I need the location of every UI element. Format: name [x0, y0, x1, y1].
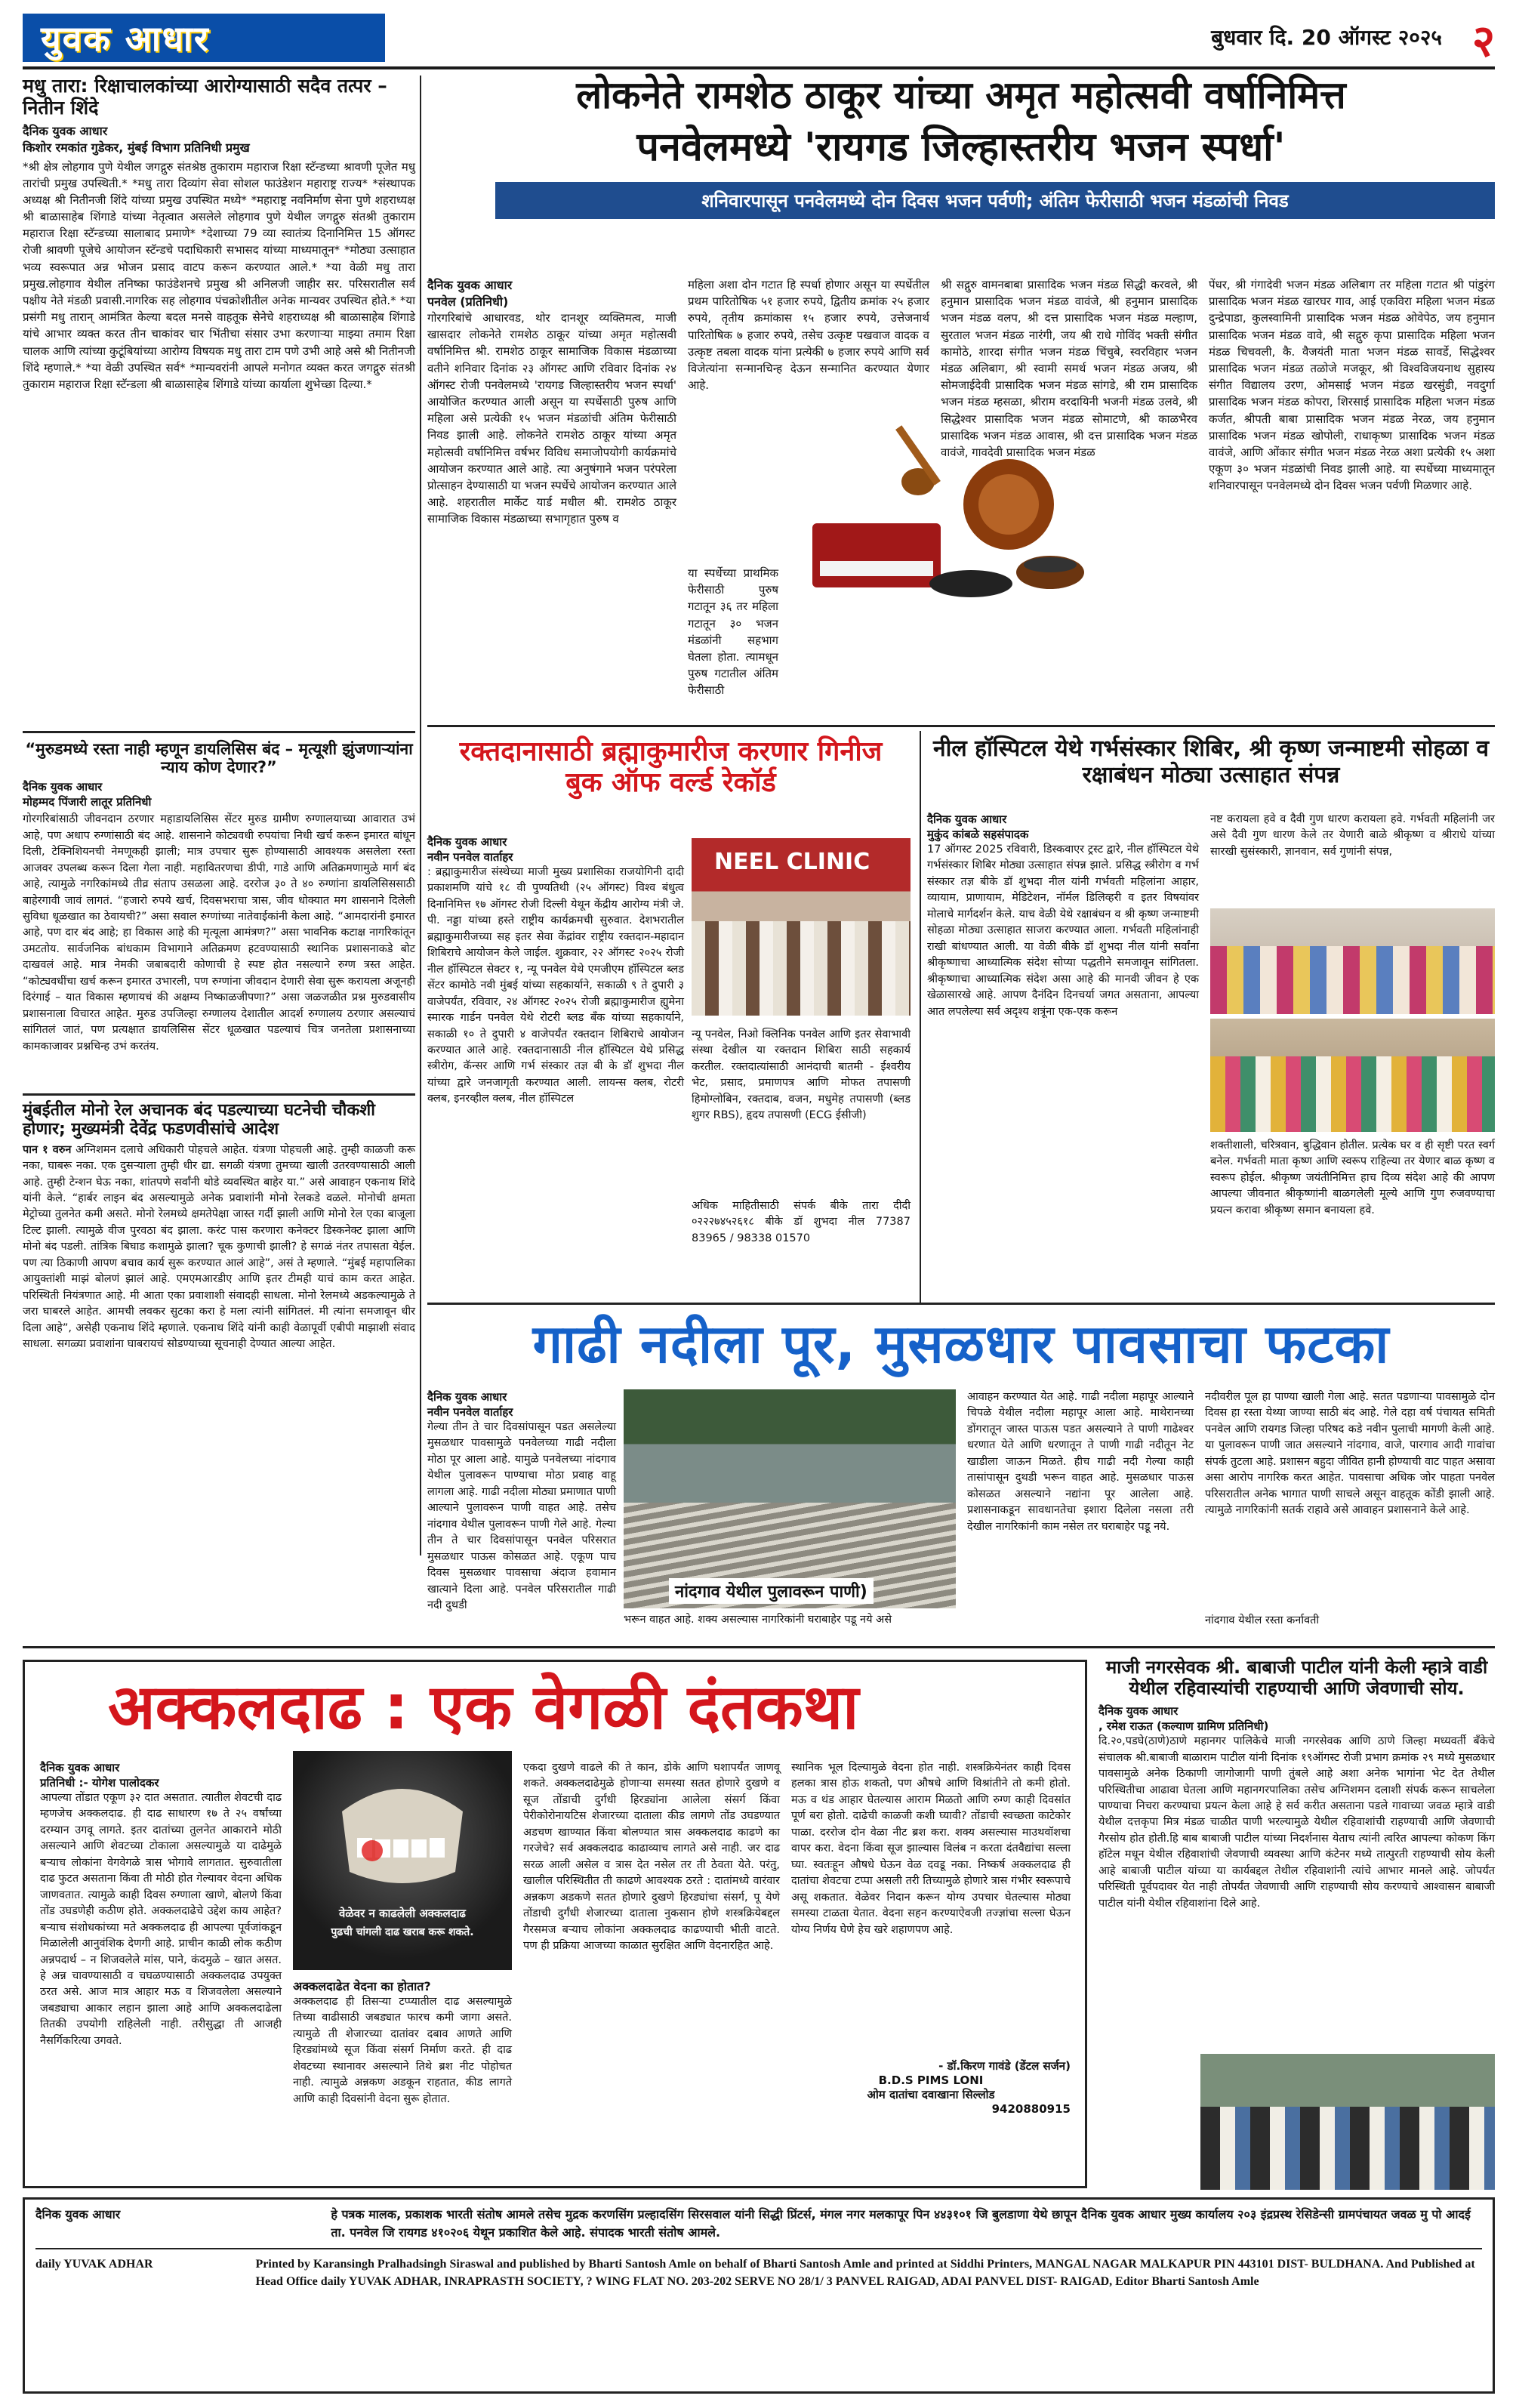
dialysis-byline: दैनिक युवक आधार	[23, 780, 103, 794]
neel-reporter: मुकुंद कांबळे सहसंपादक	[927, 828, 1029, 841]
mono-text: अग्निशमन दलाचे अधिकारी पोहचले आहेत. यंत्रणा पोहचली आहे. तुम्ही काळजी करू नका, घाबरू नका. एक दुसऱ्याला तुम्ही धीर द्या. सगळी यंत्रणा तुमच्या खाली उतरवण्यासाठी आली आहे. तुम्ही टेन्शन घेऊ नका, शांतपणे सर्वांनी थोडे व्यवस्थित बाहेर या.” असे आवाहन एकनाथ शिंदे यांनी केले. “हार्बर लाइन बंद असल्यामुळे अनेक प्रवाशांनी मोनो रेलकडे वळले. मोनोची क्षमता मेट्रोच्या तुलनेत कमी असते. मोनो रेलमध्ये क्षमतेपेक्षा जास्त गर्दी झाली आणि मोनो रेल एका बाजूला टिल्ट झाली. त्यामुळे वीज पुरवठा बंद झाला. करंट पास करणारा कनेक्टर डिस्कनेक्ट झाला आणि मोनो बंद पडली. तांत्रिक बिघाड कशामुळे झाला? चूक कुणाची झाली? हे सगळं नंतर तपासता येईल. पण त्या ठिकाणी आपण बचाव कार्य सुरू करण्यात आलं आहे”, असं ते म्हणाले. “मुंबई महापालिका आयुक्तांशी माझं बोलणं झालं आहे. एमएमआरडीए आणि इतर टीमही याचं काम करत आहेत. परिस्थिती नियंत्रणात आहे. मी आता एका प्रवाशाशी संवादही साधला. मोनो रेलमध्ये अडकल्यामुळे ते जरा घाबरले आहेत. आमची लवकर सुटका करा हे मला त्यांनी सांगितलं. मी त्यांना समजावून धीर दिला आहे”, असेही एकनाथ शिंदे म्हणाले. एकनाथ शिंदे यांनी काही वेळापूर्वी एबीपी माझाशी संवाद साधला. सगळ्या प्रवाशांना घाबरायचं सोडण्याच्या सूचनाही देण्यात आल्या आहेत.	[23, 1143, 415, 1351]
dialysis-headline: “मुरुडमध्ये रस्ता नाही म्हणून डायलिसिस बंद – मृत्यूशी झुंजणाऱ्यांना न्याय कोण देणार?”	[25, 740, 413, 777]
flood-story	[427, 1314, 1495, 1646]
masthead	[23, 14, 1495, 69]
left-story-body: *श्री क्षेत्र लोहगाव पुणे येथील जगद्गुरु संतश्रेष्ठ तुकाराम महाराज रिक्षा स्टॅन्डच्या श्रावणी पूजेत मधु तारांची प्रमुख उपस्थिती.* *मधु तारा दिव्यांग सेवा सोशल फाउंडेशन महाराष्ट्र राज्य* *संस्थापक अध्यक्ष श्री नितीनजी शिंदे यांच्या प्रमुख उपस्थित मध्ये* *महाराष्ट्र नवनिर्माण सेना पुणे शहराध्यक्ष श्री बाळासाहेब शिंगाडे यांच्या नेतृत्वात असलेले लोहगाव पुणे येथील जगद्गुरु संतश्री तुकाराम महाराज रिक्षा स्टॅन्डच्या सालाबाद प्रमाणे* *देशाच्या 79 व्या स्वातंत्र्य दिनानिमित्त 15 ऑगस्ट रोजी श्रावणी पूजेचे आयोजन स्टॅन्डचे पदाधिकारी सभासद यांच्या माध्यमातून* *मोठ्या उत्साहात भव्य स्वरूपात अन्न भोजन प्रसाद वाटप करून करण्यात आले.* *या वेळी मधु तारा प्रमुख.लोहगाव येथील तनिष्का फाउंडेशनचे प्रमुख श्री अनिलजी जाहीर सर. परिसरातील सर्व पक्षीय नेते मंडळी प्रवासी.नागरिक सह लोहगाव पंचक्रोशीतील अनेक मान्यवर उपस्थित होते.* *या प्रसंगी मधु तारान्‌ आमंत्रित केल्या बदल मनसे वाहतूक सेनेचे शहराध्यक्ष श्री बाळासाहेब शिंगाडे यांचे आभार व्यक्त करत तीन चाकांवर चार भिंतीचा संसार उभा करणाऱ्या माझ्या तमाम रिक्षा चालक आणि त्यांच्या कुटूंबियांच्या आरोग्य विषयक मधु तारा टाम पणे उभी आहे असे श्री नितीनजी शिंदे म्हणाले.* *या वेळी उपस्थित सर्व* *मान्यवरांनी आपले मनोगत व्यक्त करत जगद्गुरु संतश्री तुकाराम महाराज रिक्षा स्टॅन्डला श्री बाळासाहेब शिंगाडे यांच्या कार्याला शुभेच्छा दिल्या.*	[23, 159, 415, 391]
divider	[427, 725, 1495, 727]
bhajan-col-4: पेंधर, श्री गंगादेवी भजन मंडळ अलिबाग तर महिला गटात श्री पांडुरंग प्रासादिक भजन मंडळ खारघर गाव, आई एकविरा महिला भजन मंडळ दुन्द्रेपाडा, कुलस्वामिनी प्रासादिक भजन मंडळ ओवेपेठ, जय हनुमान प्रासादिक भजन मंडळ वावे, श्री सद्गुरु कृपा प्रासादिक महिला भजन मंडळ चिचवली, कै. वैजयंती माता भजन मंडळ सावर्डे, सिद्धेश्वर प्रासादिक भजन मंडळ तळोजे मजकूर, श्री विश्वविजयनाथ सुहास्य संगीत विद्यालय उरण, ओमसाई भजन मंडळ खरसुंडी, नवदुर्गा प्रासादिक भजन मंडळ कोपरा, शिरसाई प्रासादिक महिला भजन मंडळ कर्जत, श्रीपती बाबा प्रासादिक भजन मंडळ नेरळ, जय हनुमान प्रासादिक भजन मंडळ खोपोली, राधाकृष्ण प्रासादिक भजन मंडळ वावंजे, आणि ओंकार संगीत भजन मंडळ नेरळ अशा प्रत्येकी १५ अशा एकूण ३० भजन मंडळांची निवड झाली आहे. या स्पर्धेच्या माध्यमातून शनिवारपासून पनवेलमध्ये दोन दिवस भजन पर्वणी मिळणार आहे.	[1209, 278, 1495, 493]
tooth-phone: 9420880915	[991, 2102, 1071, 2116]
left-story-reporter: किशोर रमकांत गुडेकर, मुंबई विभाग प्रतिनिधी प्रमुख	[23, 140, 250, 155]
column-divider	[420, 76, 421, 1555]
blood-col-1: : ब्रह्माकुमारीज संस्थेच्या माजी मुख्य प्रशासिका राजयोगिनी दादी प्रकाशमणि यांचे १८ वी पुण्यतिथी (२५ ऑगस्ट) विश्व बंधुत्व दिनानिमित्त १७ ऑगस्ट रोजी दिल्ली येथून केंद्रीय आरोग्य मंत्री जे. पी. नड्डा यांच्या हस्ते राष्ट्रीय कार्यक्रमची सुरुवात. देशभरातील ब्रह्माकुमारीजच्या सह इतर सेवा केंद्रांवर राष्ट्रीय रक्तदान-महादान शिबिराचे आयोजन केले जाईल. शुक्रवार, २२ ऑगस्ट २०२५ रोजी नील हॉस्पिटल सेक्टर १, न्यू पनवेल येथे एमजीएम हॉस्पिटल ब्लड सेंटर कामोठे नवी मुंबई यांच्या सहकार्याने, सकाळी ९ ते दुपारी ३ वाजेपर्यंत, रविवार, २४ ऑगस्ट २०२५ रोजी ब्रह्माकुमारीज ह्युमेना स्मारक गार्डन पनवेल येथे रोटरी ब्लड बँक यांच्या सहकार्याने, सकाळी १० ते दुपारी ४ वाजेपर्यंत रक्तदान शिबिराचे आयोजन करण्यात आले आहे. रक्तदानासाठी नील हॉस्पिटल येथे प्रसिद्ध स्त्रीरोग, कॅन्सर आणि गर्भ संस्कार तज्ञ बी के डॉ शुभदा नील यांच्या द्वारे जनजागृती करण्यात आली. लायन्स क्लब, रोटरी क्लब, इनरव्हील क्लब, नील हॉस्पिटल	[427, 866, 684, 1105]
neel-col-1: 17 ऑगस्ट 2025 रविवारी, डिस्कवाएर ट्रस्ट द्वारे, नील हॉस्पिटल येथे गर्भसंस्कार शिबिर मोठ्या उत्साहात संपन्न झाले. प्रसिद्ध स्त्रीरोग व गर्भ संस्कार तज्ञ बीके डॉ शुभदा नील यांनी गर्भवती महिलांना आहार, व्यायाम, प्राणायाम, मेडिटेशन, नॉर्मल डिलिव्हरी व इतर विषयांवर मोलाचे मार्गदर्शन केले. याच वेळी येथे रक्षाबंधन व श्री कृष्ण जन्माष्टमी सोहळा मोठ्या उत्साहात साजरा करण्यात आला. गर्भवती महिलांनाही राखी बांधण्यात आली. या वेळी बीके डॉ शुभदा नील यांनी सर्वांना श्रीकृष्णाचा आध्यात्मिक संदेश सोप्या पद्धतीने समजावून सांगितला. श्रीकृष्णाचा आध्यात्मिक संदेश असा आहे की मानवी जीवन हे एक खेळासारखे आहे. आपण दैनंदिन दिनचर्या जगत असताना, आपल्या आत लपलेल्या सर्व अदृश्य शत्रूंना एक-एक करून	[927, 843, 1199, 1018]
flood-bottom-line: भरून वाहत आहे. शक्य असल्यास नागरिकांनी घराबाहेर पडू नये असे	[624, 1614, 892, 1626]
tooth-subhead: अक्कलदाढेत वेदना का होतात?	[293, 1979, 431, 1993]
tooth-clinic-2: ओम दातांचा दवाखाना सिल्लोड	[867, 2088, 995, 2101]
tooth-headline: अक्कलदाढ : एक वेगळी दंतकथा	[108, 1672, 859, 1744]
blood-reporter: नवीन पनवेल वार्ताहर	[427, 850, 513, 864]
footer-label-en: daily YUVAK ADHAR	[35, 2258, 153, 2271]
bhajan-subhead: शनिवारपासून पनवेलमध्ये दोन दिवस भजन पर्वणी; अंतिम फेरीसाठी भजन मंडळांची निवड	[495, 182, 1495, 219]
bhajan-col-3: श्री सद्गुरु वामनबाबा प्रासादिक भजन मंडळ सिद्धी करवले, श्री हनुमान प्रासादिक भजन मंडळ वावंजे, श्री हनुमान प्रासादिक भजन मंडळ वलप, श्री दत्त प्रासादिक भजन मंडळ मल्हाण, सुरताल भजन मंडळ नारंगी, जय श्री राधे गोविंद भक्ती संगीत कामोठे, शारदा संगीत भजन मंडळ चिंचुबे, स्वरविहार भजन मंडळ अलिबाग, श्री स्वामी समर्थ भजन मंडळ अजय, श्री सोमजाईदेवी प्रासादिक भजन मंडळ सांगडे, श्री राम प्रासादिक भजन मंडळ म्हसळा, श्रीराम वरदायिनी भजनी मंडळ उलवे, श्री सिद्धेश्वर प्रासादिक भजन मंडळ सोमाटणे, श्री काळभैरव प्रासादिक भजन मंडळ आवास, श्री दत्त प्रासादिक भजन मंडळ वावंजे, गावदेवी प्रासादिक भजन मंडळ	[941, 278, 1197, 459]
blood-contact: अधिक माहितीसाठी संपर्क बीके तारा दीदी ०२२२७४५२६१८ बीके डॉ शुभदा नील 77387 83965 / 98338 01570	[692, 1200, 911, 1244]
neel-photo-2	[1210, 1019, 1495, 1132]
blood-col-2: न्यू पनवेल, निओ क्लिनिक पनवेल आणि इतर सेवाभावी संस्था देखील या रक्तदान शिबिरा साठी सहकार्य करतील. रक्तदात्यांसाठी आनंदाची बातमी - ईश्वरीय भेट, प्रसाद, प्रमाणपत्र आणि मोफत तपासणी हिमोग्लोबिन, रक्तदाब, वजन, मधुमेह तपासणी (ब्लड शुगर RBS), हृदय तपासणी (ECG ईसीजी)	[692, 1028, 911, 1122]
page-number: २	[1471, 15, 1495, 66]
tooth-clinic-1: B.D.S PIMS LONI	[878, 2073, 984, 2087]
divider	[23, 1646, 1495, 1648]
patil-headline: माजी नगरसेवक श्री. बाबाजी पाटील यांनी केली म्हात्रे वाडी येथील रहिवास्यांची राहण्याची आणि जेवणाची सोय.	[1105, 1657, 1488, 1699]
tooth-reporter: प्रतिनिधी :- योगेश पालोदकर	[40, 1776, 159, 1790]
patil-reporter: , रमेश राऊत (कल्याण ग्रामिण प्रतिनिधी)	[1098, 1719, 1269, 1734]
divider	[427, 1303, 1495, 1305]
flood-bottom-right: नांदगाव येथील रस्ता कर्नावती	[1205, 1614, 1320, 1626]
footer-label-mr: दैनिक युवक आधार	[35, 2207, 121, 2221]
tooth-col-1: आपल्या तोंडात एकूण ३२ दात असतात. त्यातील शेवटची दाढ म्हणजेच अक्कलदाढ. ही दाढ साधारण १७ ते २५ वर्षांच्या दरम्यान उगवू लागते. इतर दातांच्या तुलनेत आकाराने मोठी असल्याने आणि शेवटच्या टोकाला असल्यामुळे या दाढेमुळे बऱ्याच लोकांना वेगवेगळे त्रास भोगावे लागतात. सुरुवातीला दाढ फुटत असताना किंवा ती मोठी होत गेल्यावर वेदना अधिक जाणवतात. त्यामुळे काही दिवस रुग्णाला खाणे, बोलणे किंवा तोंड उघडणेही कठीण होते. अक्कलदाढेचे उद्देश काय आहेत? बऱ्याच संशोधकांच्या मते अक्कलदाढ ही आपल्या पूर्वजांकडून मिळालेली आनुवंशिक देणगी आहे. प्राचीन काळी लोक कठीण अन्नपदार्थ – न शिजवलेले मांस, पाने, कंदमुळे – खात असत. हे अन्न चावण्यासाठी व चघळण्यासाठी अक्कलदाढ उपयुक्त ठरत असे. आज मात्र आहार मऊ व शिजवलेला असल्याने जबड्याचा आकार लहान झाला आहे आणि अक्कलदाढेला तितकी उपयोगी राहिलेली नाही. तरीसुद्धा ती आजही नैसर्गिकरित्या उगवते.	[40, 1792, 282, 2047]
harmonium-icon	[812, 523, 941, 587]
dialysis-story	[23, 740, 415, 1087]
patil-story	[1098, 1657, 1495, 2194]
mono-story	[23, 1101, 415, 1554]
blood-headline: रक्तदानासाठी ब्रह्माकुमारीज करणार गिनीज बुक ऑफ वर्ल्ड रेकॉर्ड	[459, 736, 883, 799]
left-story-byline: दैनिक युवक आधार	[23, 123, 108, 138]
footer-text-mr: हे पत्रक मालक, प्रकाशक भारती संतोष आमले तसेच मुद्रक करणसिंग प्रल्हादसिंग सिरसवाल यांनी सिद्धी प्रिंटर्स, मंगल नगर मलकापूर पिन ४४३१०१ जि बुलडाणा येथे छापून दैनिक युवक आधार मुख्य कार्यालय २०३ इंद्रप्रस्थ रेसिडेन्सी ग्रामपंचायत जवळ मु पो आदई ता. पनवेल जि रायगड ४१०२०६ येथून प्रकाशित केले आहे. संपादक भारती संतोष आमले.	[331, 2207, 1471, 2240]
flood-col-3: नदीवरील पूल हा पाण्या खाली गेला आहे. सतत पडणाऱ्या पावसामुळे दोन दिवस हा रस्ता येथ्या जाण्या साठी बंद आहे. गेले दहा वर्ष पंचायत समिती पनवेल आणि रायगड जिल्हा परिषद कडे नवीन पुलाची मागणी केली आहे. या पुलावरून पाणी जात असल्याने नांदगाव, वाजे, पारगाव आदी गावांचा संपर्क तुटला आहे. प्रशासन बहुदा जीवित हानी होण्याची वाट पाहत असावा असा आरोप नागरिक करत आहेत. पावसाचा अधिक जोर पाहता पनवेल परिसरातील अनेक भागात पाणी साचले असून वाहतूक कोंडी झाली आहे. त्यामुळे नागरिकांनी सतर्क राहावे असे आवाहन प्रशासनाने केले आहे.	[1205, 1391, 1495, 1517]
bhajan-col-2a: महिला अशा दोन गटात हि स्पर्धा होणार असून या स्पर्धेतील प्रथम पारितोषिक ५१ हजार रुपये, द्वितीय क्रमांक २५ हजार रुपये, तृतीय क्रमांकास १५ हजार रुपये, उत्तेजनार्थ पारितोषिक ७ हजार रुपये, तसेच उत्कृष्ट पखवाज वादक व उत्कृष्ट तबला वादक यांना प्रत्येकी ७ हजार रुपये आणि सर्व विजेत्यांना सन्मानचिन्ह देऊन सन्मानित करण्यात येणार आहे.	[688, 278, 929, 393]
divider	[23, 1093, 415, 1096]
tooth-image-subtitle: पुढची चांगली दाढ खराब करू शकते.	[331, 1926, 474, 1938]
bhajan-story	[427, 74, 1495, 731]
clinic-sign: NEEL CLINIC	[714, 849, 870, 875]
flood-reporter: नवीन पनवेल वार्ताहर	[427, 1405, 513, 1419]
tooth-col-3: एकदा दुखणे वाढले की ते कान, डोके आणि घशापर्यंत जाणवू शकते. अक्कलदाढेमुळे होणाऱ्या समस्या सतत होणारे दुखणे व सूज तोंडाची दुर्गंधी हिरड्यांना आलेला संसर्ग किंवा पेरीकोरोनायटिस शेजारच्या दाताला कीड लागणे तोंड उघडण्यात अडचण खाण्यात किंवा बोलण्यात त्रास अक्कलदाढ काढणे का गरजेचे? सर्व अक्कलदाढ काढाव्याच लागते असे नाही. जर दाढ सरळ आली असेल व त्रास देत नसेल तर ती ठेवता येते. परंतु, खालील परिस्थितीत ती काढणे आवश्यक ठरते : दातांमध्ये वारंवार अन्नकण अडकणे सतत होणारे दुखणे हिरड्यांचा संसर्ग, पू येणे तोंडाची दुर्गंधी शेजारच्या दाताला नुकसान होणे शस्त्रक्रियेबद्दल गैरसमज बऱ्याच लोकांना अक्कलदाढ काढण्याची भीती वाटते. पण ही प्रक्रिया आजच्या काळात सुरक्षित आणि वेदनारहित आहे.	[523, 1762, 780, 1952]
neel-col-2a: नष्ट करायला हवे व दैवी गुण धारण करायला हवे. गर्भवती महिलांनी जर असे दैवी गुण धारण केले तर येणारी बाळे श्रीकृष्ण व श्रीराधे यांच्या सारखी सुसंस्कारी, ज्ञानवान, सर्व गुणांनी संपन्न,	[1210, 813, 1495, 858]
tooth-image-title: वेळेवर न काढलेली अक्कलदाढ	[339, 1907, 466, 1920]
left-story-headline: मधु तारा: रिक्षाचालकांच्या आरोग्यासाठी सदैव तत्पर – नितीन शिंदे	[23, 75, 387, 119]
divider	[23, 731, 415, 733]
tooth-col-4: स्थानिक भूल दिल्यामुळे वेदना होत नाही. शस्त्रक्रियेनंतर काही दिवस हलका त्रास होऊ शकतो, पण औषधे आणि विश्रांतीने तो कमी होतो. मऊ व थंड आहार घेतल्यास आराम मिळतो आणि रुग्ण काही दिवसांत पूर्ण बरा होतो. दाढेची काळजी कशी घ्यावी? तोंडाची स्वच्छता काटेकोर पाळा. दररोज दोन वेळा नीट ब्रश करा. शक्य असल्यास माउथवॉशचा वापर करा. वेदना किंवा सूज झाल्यास विलंब न करता दंतवैद्यांचा सल्ला घ्या. स्वतःहून औषधे घेऊन वेळ दवडू नका. निष्कर्ष अक्कलदाढ ही दातांचा शेवटचा टप्पा असली तरी तिच्यामुळे होणारे त्रास गंभीर स्वरूपाचे असू शकतात. वेळेवर निदान करून योग्य उपचार घेतल्यास मोठ्या समस्या टाळता येतात. वेदना सहन करण्याऐवजी तज्ज्ञांचा सल्ला घेऊन योग्य निर्णय घेणे हेच खरे शहाणपण आहे.	[791, 1762, 1071, 1936]
issue-date: बुधवार दि. 20 ऑगस्ट २०२५	[1211, 25, 1442, 50]
neel-story	[927, 736, 1495, 1310]
dialysis-reporter: मोहम्मद पिंजारी लातूर प्रतिनिधी	[23, 795, 152, 809]
left-story	[23, 76, 415, 725]
flood-col-1: गेल्या तीन ते चार दिवसांपासून पडत असलेल्या मुसळधार पावसामुळे पनवेलच्या गाढी नदीला मोठा पूर आला आहे. यामुळे पनवेलच्या नांदगाव येथील पुलावरून पाण्याचा मोठा प्रवाह वाहू लागला आहे. गाढी नदीला मोठ्या प्रमाणात पाणी आल्याने पुलावरून पाणी वाहत आहे. तसेच नांदगाव येथील पुलावरून पाणी गेले आहे. गेल्या तीन ते चार दिवसांपासून पनवेल परिसरात मुसळधार पाऊस कोसळत आहे. एकूण पाच दिवस मुसळधार पावसाचा अंदाज हवामान खात्याने दिला आहे. पनवेल परिसरातील गाढी नदी दुथडी	[427, 1421, 616, 1611]
bhajan-col-1: गोरगरिबांचे आधारवड, थोर दानशूर व्यक्तिमत्व, माजी खासदार लोकनेते रामशेठ ठाकूर यांच्या अमृत महोत्सवी वर्षानिमित्त श्री. रामशेठ ठाकूर सामाजिक विकास मंडळाच्या वतीने शनिवार दिनांक २३ ऑगस्ट आणि रविवार दिनांक २४ ऑगस्ट रोजी पनवेलमध्ये 'रायगड जिल्हास्तरीय भजन स्पर्धा' आयोजित करण्यात आली असून या स्पर्धेसाठी पुरुष आणि महिला असे प्रत्येकी १५ भजन मंडळांची अंतिम फेरीसाठी निवड झाली आहे. लोकनेते रामशेठ ठाकूर यांच्या अमृत महोत्सवी वर्षानिमित्त वर्षभर विविध समाजोपयोगी कार्यक्रमांचे आयोजन करण्यात आले आहे. त्या अनुषंगाने भजन परंपरेला प्रोत्साहन देण्यासाठी या भजन स्पर्धेचे आयोजन करण्यात आले आहे. शहरातील मार्केट यार्ड मधील श्री. रामशेठ ठाकूर सामाजिक विकास मंडळाच्या सभागृहात पुरुष व	[427, 311, 676, 526]
flood-photo	[624, 1389, 956, 1608]
pain-spot-icon	[362, 1840, 383, 1861]
bhajan-headline-1: लोकनेते रामशेठ ठाकूर यांच्या अमृत महोत्सवी वर्षानिमित्त	[576, 73, 1346, 117]
patil-byline: दैनिक युवक आधार	[1098, 1704, 1179, 1719]
newspaper-logo: युवक आधार	[23, 14, 385, 62]
dialysis-body: गोरगरिबांसाठी जीवनदान ठरणार महाडायलिसिस सेंटर मुरुड ग्रामीण रुग्णालयाच्या आवारात उभं आहे, पण अधाप रुग्णांसाठी बंद आहे. शासनाने कोट्यवधी रुपयांचा निधी खर्च करून इमारत बांधून दिली, टेक्निशियनची नेमणूकही झाली; मात्र उपचार सुरू होण्यासाठी आवश्यक असलेला रस्ता आजवर उपलब्ध करून दिला गेला नाही. महावितरणचा डीपी, गाडे आणि अतिक्रमणामुळे मार्ग बंद आहे, त्यामुळे नगरिकांमध्ये तीव्र संताप उसळला आहे. दररोज ३० ते ४० रुग्णांना डायलिसिससाठी बाहेरगावी जावं लागतं. “हजारो रुपये खर्च, दिवसभराचा त्रास, जीव धोक्यात मग शासनाने दिलेली सुविधा धूळखात का ठेवायची?” असा सवाल रुग्णांच्या नातेवाईकांनी केला आहे. “आमदारांनी इमारत आहे, पण दार बंद आहे; हा विकास आहे की मृत्यूला आमंत्रण?” असा भावनिक कटाक्ष नागरिकांतून उमटतोय. सार्वजनिक बांधकाम विभागाने अतिक्रमण हटवण्यासाठी स्थानिक प्रशासनाकडे बोट दाखवलं आहे. मात्र नेमकी जबाबदारी कोणाची हे स्पष्ट होत नसल्याने रुग्ण त्रस्त आहेत. “कोट्यवधींचा खर्च करून इमारत उभारली, पण रुग्णांना जीवदान देणारी सेवा सुरू करायला अजूनही दिरंगाई – यात विकास म्हणायचं की अक्षम्य निष्काळजीपणा?” असा जळजळीत प्रश्न मुरुडवासीय प्रशासनाला विचारत आहेत. मुरुड उपजिल्हा रुग्णालय देशातील आदर्श रुग्णालय ठरणार असल्याचं सांगितलं जातं, पण प्रत्यक्षात डायलिसिस सेंटर धूळखात पडल्याचं चित्र जनतेला प्रशासनाच्या कामकाजावर प्रश्नचिन्ह उभं करतंय.	[23, 813, 415, 1053]
mono-body	[23, 1142, 415, 1505]
blood-byline: दैनिक युवक आधार	[427, 835, 507, 849]
tooth-byline: दैनिक युवक आधार	[40, 1761, 120, 1774]
flood-headline: गाढी नदीला पूर, मुसळधार पावसाचा फटका	[532, 1313, 1390, 1375]
bhajan-col-2b: या स्पर्धेच्या प्राथमिक फेरीसाठी पुरुष गटातून ३६ तर महिला गटातून ३० भजन मंडळांनी सहभाग घेतला होता. त्यामधून पुरुष गटातील अंतिम फेरीसाठी	[688, 566, 778, 698]
bhajan-byline: दैनिक युवक आधार	[427, 278, 513, 292]
tooth-image	[293, 1751, 512, 1970]
mono-lead: पान १ वरुन	[23, 1143, 72, 1156]
blood-story	[427, 736, 914, 1310]
bhajan-reporter: पनवेल (प्रतिनिधी)	[427, 294, 509, 309]
flood-photo-caption: नांदगाव येथील पुलावरून पाणी)	[669, 1578, 874, 1604]
tooth-col-2: अक्कलदाढ ही तिसऱ्या टप्प्यातील दाढ असल्यामुळे तिच्या वाढीसाठी जबड्यात फारच कमी जागा असते. त्यामुळे ती शेजारच्या दातांवर दबाव आणते आणि हिरड्यांमध्ये सूज किंवा संसर्ग निर्माण करते. ही दाढ शेवटच्या स्थानावर असल्याने तिथे ब्रश नीट पोहोचत नाही. त्यामुळे अन्नकण अडकून राहतात, कीड लागते आणि काही दिवसांनी वेदना सुरू होतात.	[293, 1996, 512, 2105]
flood-col-2: आवाहन करण्यात येत आहे. गाढी नदीला महापूर आल्याने चिपळे येथील नदीला महापूर आला आहे. माथेरानच्या डोंगरातून जास्त पाऊस पडत असल्याने ते पाणी गाढेश्वर धरणात येते आणि धरणातून ते पाणी गाढी नदीतून नेट खाडीला जाऊन मिळते. हीच गाढी नदी गेल्या काही तासांपासून दुथडी भरून वाहत आहे. मुसळधार पाऊस कोसळत असल्याने नद्यांना पूर आलेला आहे. प्रशासनाकडून सावधानतेचा इशारा दिलेला नसला तरी देखील नागरिकांनी काम नसेल तर घराबाहेर पडू नये.	[967, 1391, 1194, 1533]
tooth-doctor: - डॉ.किरण गावंडे (डेंटल सर्जन)	[938, 2059, 1071, 2073]
column-divider	[920, 731, 921, 1305]
footer-text-en: Printed by Karansingh Pralhadsingh Siraswal and published by Bharti Santosh Amle on behalf of Bharti Santosh Amle and printed at Siddhi Printers, MANGAL NAGAR MALKAPUR PIN 443101 DIST- BULDHANA. And Published at Head Office daily YUVAK ADHAR, INRAPRASTH SOCIETY, ? WING FLAT NO. 203-202 SERVE NO 28/1/ 3 PANVEL RAIGAD, ADAI PANVEL DIST- RAIGAD, Editor Bharti Santosh Amle	[255, 2258, 1475, 2289]
bhajan-headline-2: पनवेलमध्ये 'रायगड जिल्हास्तरीय भजन स्पर्धा'	[636, 124, 1286, 170]
neel-headline: नील हॉस्पिटल येथे गर्भसंस्कार शिबिर, श्री कृष्ण जन्माष्टमी सोहळा व रक्षाबंधन मोठ्या उत्साहात संपन्न	[932, 735, 1490, 788]
blood-photo	[692, 838, 911, 1016]
imprint-footer	[23, 2197, 1495, 2394]
neel-col-2b: शक्तीशाली, चरित्रवान, बुद्धिवान होतील. प्रत्येक घर व ही सृष्टी परत स्वर्ग बनेल. गर्भवती माता कृष्ण आणि स्वरूप राहिल्या तर येणार बाळ कृष्ण व स्वरूप होईल. श्रीकृष्ण जयंतीनिमित्त हाच दिव्य संदेश आहे की आपण आपल्या जीवनात श्रीकृष्णांनी बाळगलेली मूल्ये आणि गुण रुजवण्याचा प्रयत्न करावा श्रीकृष्ण समान बनायला हवे.	[1210, 1139, 1495, 1216]
patil-body: दि.२०,पडघे(ठाणे)ठाणे महानगर पालिकेचे माजी नगरसेवक आणि ठाणे जिल्हा मध्यवर्ती बँकेचे संचालक श्री.बाबाजी बाळाराम पाटील यांनी दिनांक १९ऑगस्ट रोजी प्रभाग क्रमांक २९ मध्ये मुसळधार पावसामुळे अनेक ठिकाणी जागोजागी पाणी तुंबले आहे अशा अनेक भागांना भेट देत तेथील परिस्थितीचा आढावा घेतला आणि महानगरपालिका तसेच अग्निशमन दलाशी संपर्क करून साचलेला पाण्याचा निचरा करण्याचा प्रयत्न केला आहे हे सर्व करीत असताना पडले गावाच्या जवळ म्हात्रे वाडी येथील दत्तकृपा मित्र मंडळ चाळीत पाणी भरल्यामुळे येथील रहिवाशांची राहण्याची आणि जेवणाची गैरसोय होत होती.हि बाब बाबाजी पाटील यांच्या निदर्शनास येताच त्यांनी त्वरित आपल्या कोकण किंग हॉटेल मधून येथील रहिवाशांची जेवणाची व्यवस्था आणि कंटेनर मध्ये तात्पुरती राहण्याची सोय केली आहे बाबाजी पाटील यांच्या या कार्यबद्दल तेथील रहिवाशांनी त्यांचे आभार मानले आहे. जोपर्यंत परिस्थिती पूर्वपदावर येत नाही तोपर्यंत जेवणाची आणि राहण्याची सोय करण्याचे आश्वासन बाबाजी पाटील यांनी येथील रहिवाशांना दिले आहे.	[1098, 1735, 1495, 1910]
neel-byline: दैनिक युवक आधार	[927, 812, 1007, 826]
patil-photo	[1200, 2054, 1495, 2190]
jaw-skull-icon	[327, 1766, 478, 1895]
neel-photo-1	[1210, 908, 1495, 1014]
mono-headline: मुंबईतील मोनो रेल अचानक बंद पडल्याच्या घटनेची चौकशी होणार; मुख्यमंत्री देवेंद्र फडणवीसांचे आदेश	[23, 1101, 375, 1139]
flood-byline: दैनिक युवक आधार	[427, 1390, 507, 1404]
tooth-story	[23, 1660, 1087, 2188]
